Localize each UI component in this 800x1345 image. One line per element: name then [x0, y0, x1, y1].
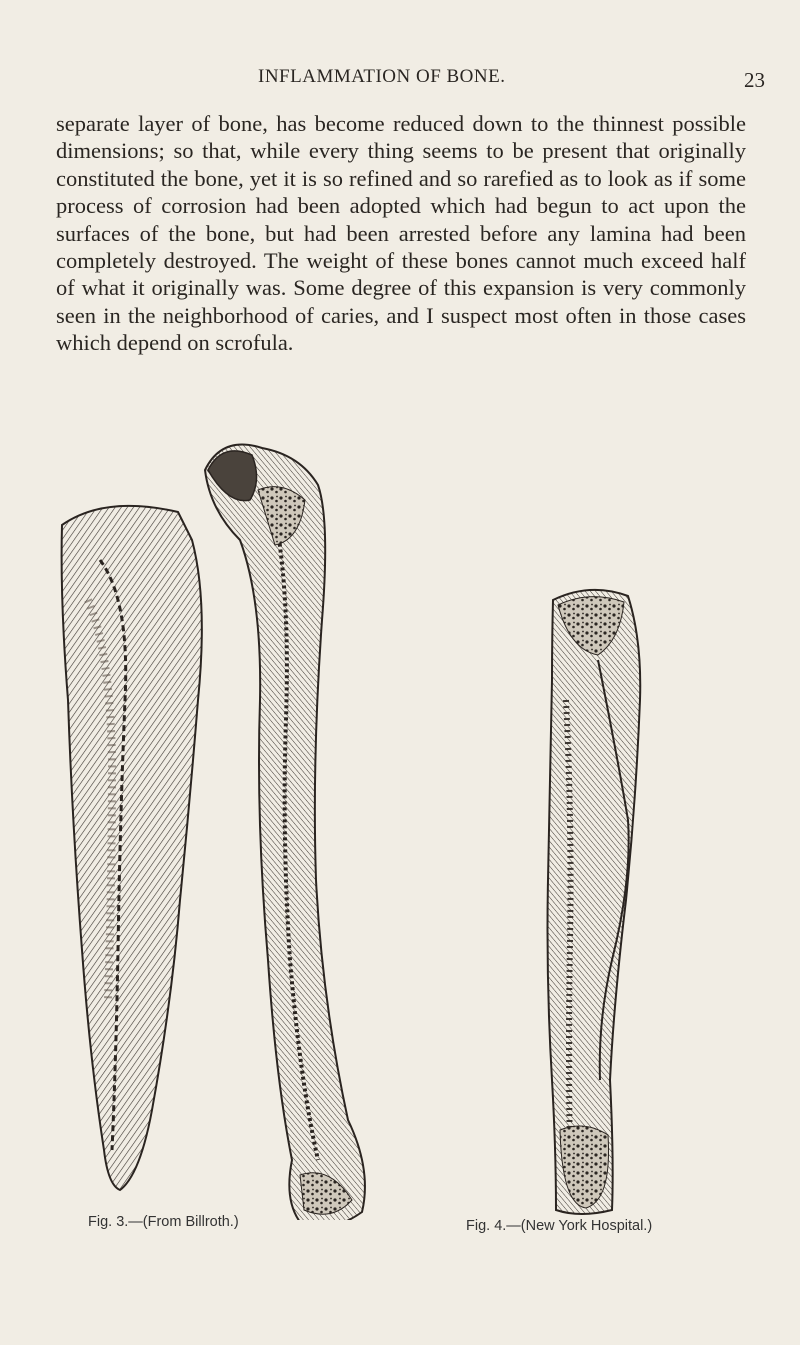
body-paragraph: separate layer of bone, has become reduced down to the thinnest possible dimensions; so that, while every thing seems to be present that originally constituted the bone, yet it is so refined and so rarefied as to look as if some process of corrosion had been adopted which had begun to act upon the surfaces of the bone, but had been arrested before any lamina had been completely destroyed. The weight of these bones cannot much exceed half of what it originally was. Some degree of this expansion is very commonly seen in the neighborhood of caries, and I suspect most often in those cases which depend on scrofula.: [56, 111, 746, 356]
running-title: INFLAMMATION OF BONE.: [258, 66, 506, 87]
running-head: [0, 66, 800, 96]
figures-area: [0, 420, 800, 1270]
fig4-bone: [548, 590, 641, 1214]
bone-illustrations: [0, 420, 800, 1220]
fig3-left-bone: [62, 506, 202, 1190]
fig3-right-bone: [205, 444, 365, 1220]
figure-3-caption: Fig. 3.—(From Billroth.): [88, 1214, 239, 1230]
page-number: 23: [744, 68, 765, 92]
figure-4-caption: Fig. 4.—(New York Hospital.): [466, 1218, 653, 1234]
